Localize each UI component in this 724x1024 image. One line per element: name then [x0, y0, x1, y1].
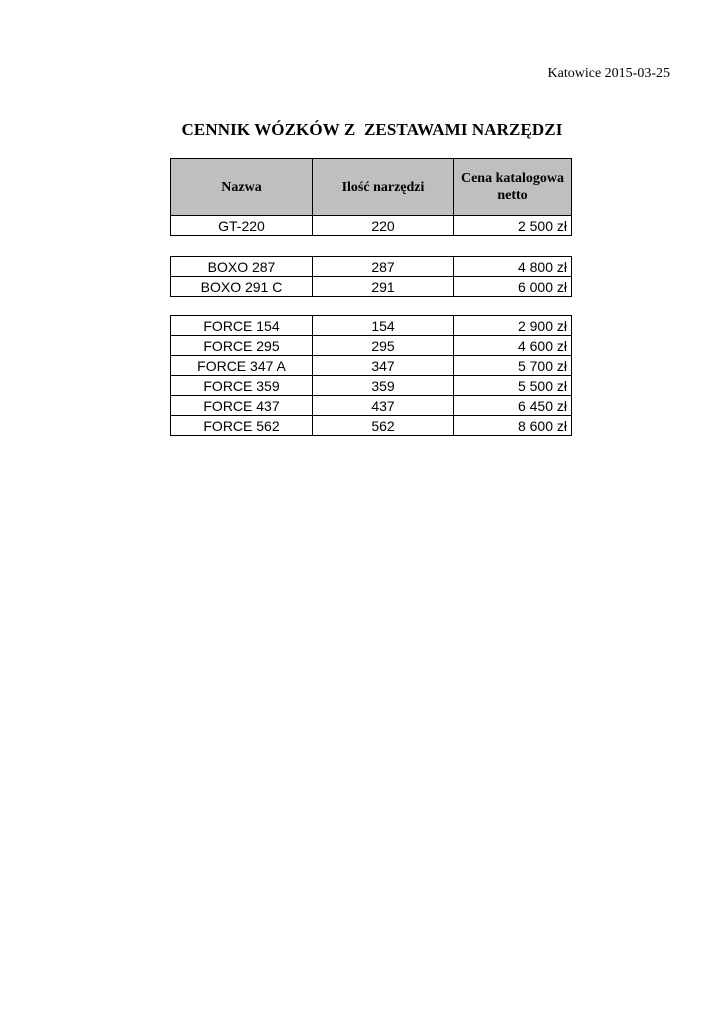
price-table-group-boxo [170, 256, 572, 297]
table-header-row [171, 159, 572, 216]
cell-price: 8 600 zł [454, 416, 572, 436]
cell-tool-count: 220 [313, 216, 454, 236]
cell-name: FORCE 347 A [171, 356, 313, 376]
table-row [171, 257, 572, 277]
column-header-tool-count: Ilość narzędzi [313, 159, 454, 216]
table-row [171, 216, 572, 236]
cell-name: FORCE 359 [171, 376, 313, 396]
document-title: CENNIK WÓZKÓW Z ZESTAWAMI NARZĘDZI [181, 120, 563, 139]
cell-name: BOXO 291 C [171, 277, 313, 297]
table-row [171, 277, 572, 297]
table-row [171, 336, 572, 356]
cell-price: 4 800 zł [454, 257, 572, 277]
cell-tool-count: 295 [313, 336, 454, 356]
cell-tool-count: 154 [313, 316, 454, 336]
cell-name: GT-220 [171, 216, 313, 236]
cell-name: FORCE 295 [171, 336, 313, 356]
cell-price: 2 500 zł [454, 216, 572, 236]
price-table-group-gt [170, 158, 572, 236]
cell-tool-count: 359 [313, 376, 454, 396]
cell-name: FORCE 562 [171, 416, 313, 436]
table-row [171, 356, 572, 376]
cell-price: 6 000 zł [454, 277, 572, 297]
cell-price: 5 700 zł [454, 356, 572, 376]
cell-name: FORCE 154 [171, 316, 313, 336]
cell-price: 6 450 zł [454, 396, 572, 416]
cell-tool-count: 562 [313, 416, 454, 436]
cell-price: 5 500 zł [454, 376, 572, 396]
cell-tool-count: 287 [313, 257, 454, 277]
cell-tool-count: 437 [313, 396, 454, 416]
table-row [171, 396, 572, 416]
table-row [171, 416, 572, 436]
cell-name: FORCE 437 [171, 396, 313, 416]
price-table-group-force [170, 315, 572, 436]
place-date: Katowice 2015-03-25 [547, 66, 670, 81]
cell-price: 4 600 zł [454, 336, 572, 356]
column-header-price: Cena katalogowa netto [454, 159, 572, 216]
cell-tool-count: 347 [313, 356, 454, 376]
table-row [171, 316, 572, 336]
table-row [171, 376, 572, 396]
column-header-name: Nazwa [171, 159, 313, 216]
cell-tool-count: 291 [313, 277, 454, 297]
cell-price: 2 900 zł [454, 316, 572, 336]
cell-name: BOXO 287 [171, 257, 313, 277]
